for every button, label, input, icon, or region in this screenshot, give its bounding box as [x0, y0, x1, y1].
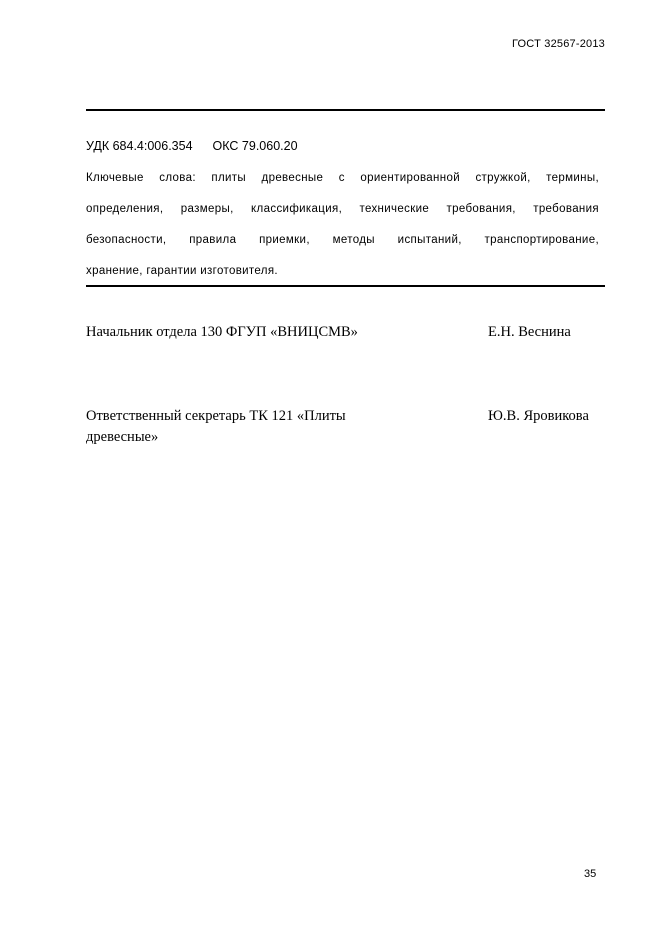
signatory-name: Е.Н. Веснина	[488, 324, 571, 340]
keywords-line: безопасности, правила приемки, методы испытаний, транспортирование,	[86, 234, 599, 246]
top-divider	[86, 109, 605, 111]
oks-code: ОКС 79.060.20	[212, 139, 298, 153]
udk-code: УДК 684.4:006.354	[86, 139, 193, 153]
keywords-line: Ключевые слова: плиты древесные с ориентированной стружкой, термины,	[86, 172, 599, 184]
keywords-line: хранение, гарантии изготовителя.	[86, 265, 278, 277]
classification-line	[86, 139, 298, 153]
keywords-line: определения, размеры, классификация, технические требования, требования	[86, 203, 599, 215]
signatory-role: Начальник отдела 130 ФГУП «ВНИЦСМВ»	[86, 324, 358, 340]
bottom-divider	[86, 285, 605, 287]
signatory-role: Ответственный секретарь ТК 121 «Плиты древесные»	[86, 408, 346, 445]
page-number: 35	[584, 868, 597, 880]
standard-code: ГОСТ 32567-2013	[512, 38, 605, 50]
signatory-name: Ю.В. Яровикова	[488, 408, 589, 424]
